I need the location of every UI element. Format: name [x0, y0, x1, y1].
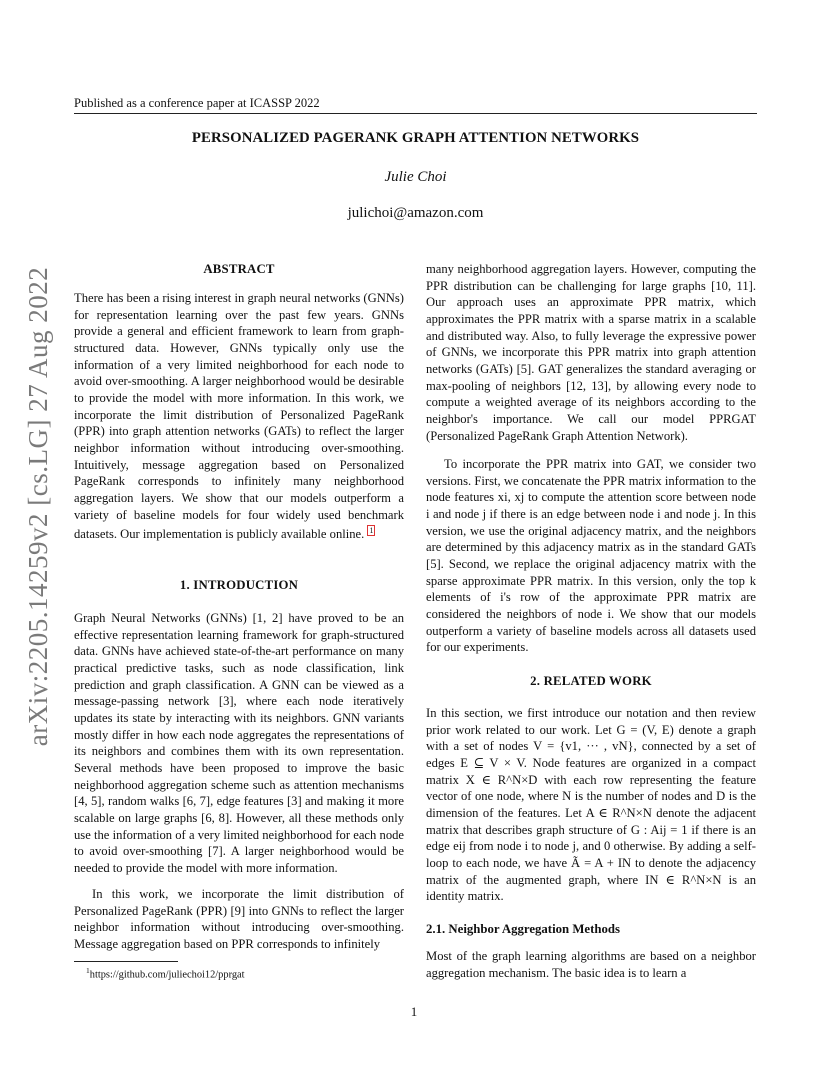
intro-paragraph-1: Graph Neural Networks (GNNs) [1, 2] have proved to be an effective representation learning framework for graph-structured data. GNNs have achieved state-of-the-art performance on many practical predictive tasks, such as node classification, link prediction and graph classification. A GNN can be viewed as a message-passing network [3], where each node iteratively updates its state by interacting with its neighbors. GNN variants mostly differ in how each node aggregates the representations of its neighbors and combines them with its own representation. Several methods have been proposed to improve the basic neighborhood aggregation scheme such as attention mechanisms [4, 5], random walks [6, 7], edge features [3] and making it more scalable on large graphs [6, 8]. However, all these methods only use the information of a very limited neighborhood for each node to avoid over-smoothing [7]. A larger neighborhood would be needed to provide the model with more information.: [74, 611, 404, 875]
right-column: [426, 0, 756, 1072]
arxiv-stamp: [8, 256, 70, 756]
author-email: julichoi@amazon.com: [347, 205, 484, 221]
related-paragraph-2: Most of the graph learning algorithms are based on a neighbor aggregation mechanism. The basic idea is to learn a: [426, 949, 756, 980]
author-name: Julie Choi: [384, 169, 447, 185]
paper-title: PERSONALIZED PAGERANK GRAPH ATTENTION NETWORKS: [191, 130, 640, 146]
left-column: [74, 0, 404, 1072]
intro-paragraph-2-continued: many neighborhood aggregation layers. However, computing the PPR distribution can be challenging for large graphs [10, 11]. Our approach uses an approximate PPR matrix, which approximates the PPR matrix with a sparse matrix in a scalable and distributed way. Also, to fully leverage the expressive power of GNNs, we incorporate this PPR matrix into graph attention networks (GATs) [5]. GAT generalizes the standard averaging or max-pooling of neighbors [12, 13], by allowing every node to compute a weighted average of its neighbors according to the neighbor's importance. We call our model PPRGAT (Personalized PageRank Graph Attention Network).: [426, 262, 756, 443]
arxiv-stamp-text: arXiv:2205.14259v2 [cs.LG] 27 Aug 2022: [23, 266, 54, 746]
page-number: 1: [410, 1004, 418, 1019]
intro-heading: 1. INTRODUCTION: [179, 578, 299, 592]
intro-paragraph-2: In this work, we incorporate the limit distribution of Personalized PageRank (PPR) [9] into GNNs to reflect the larger neighbor information without introducing over-smoothing. Message aggregation based on PPR corresponds to infinitely: [74, 887, 404, 951]
related-heading: 2. RELATED WORK: [530, 674, 652, 688]
footnote-url[interactable]: https://github.com/juliechoi12/pprgat: [89, 969, 245, 981]
abstract-heading: ABSTRACT: [203, 262, 275, 276]
header-note: Published as a conference paper at ICASSP 2022: [74, 96, 320, 110]
footnote: [86, 966, 245, 980]
footnote-rule: [74, 961, 178, 962]
intro-paragraph-3: To incorporate the PPR matrix into GAT, we consider two versions. First, we concatenate the PPR matrix information to the node features xi, xj to compute the attention score between node i and node j if there is an edge between node i and node j. In this version, we use the original adjacency matrix, and the neighbors are determined by this adjacency matrix as in the standard GATs [5]. Second, we replace the original adjacency matrix with the sparse approximate PPR matrix. In this version, only the top k elements of i's row of the approximate PPR matrix are considered the neighbors of node i. We show that our models outperform a variety of baseline models across all datasets used for our experiments.: [426, 457, 756, 655]
subsection-heading: 2.1. Neighbor Aggregation Methods: [426, 922, 620, 936]
related-paragraph-1: In this section, we first introduce our notation and then review prior work related to our work. Let G = (V, E) denote a graph with a set of nodes V = {v1, ··· , vN}, connected by a set of edges E ⊆ V × V. Node features are organized in a compact matrix X ∈ R^N×D with each row representing the feature vector of one node, where N is the number of nodes and D is the dimension of the features. Let A ∈ R^N×N denote the adjacent matrix that describes graph structure of G : Aij = 1 if there is an edge eij from node i to node j, and 0 otherwise. By adding a self-loop to each node, we have Ã = A + IN to denote the adjacency matrix of the augmented graph, where IN ∈ R^N×N is an identity matrix.: [426, 706, 756, 904]
footnote-number: 1: [86, 966, 90, 975]
footnote-marker[interactable]: 1: [369, 526, 374, 536]
abstract-text: There has been a rising interest in graph neural networks (GNNs) for representation learning over the past few years. GNNs provide a general and efficient framework to learn from graph-structured data. However, GNNs typically only use the information of a very limited neighborhood for each node to avoid over-smoothing. A larger neighborhood would be desirable to provide the model with more information. In this work, we incorporate the limit distribution of Personalized PageRank (PPR) into graph attention networks (GATs) to reflect the larger neighbor information without introducing over-smoothing. Intuitively, message aggregation based on Personalized PageRank corresponds to infinitely many neighborhood aggregation layers. We show that our models outperform a variety of baseline models for four widely used benchmark datasets. Our implementation is publicly available online. $^1$: [74, 291, 404, 542]
